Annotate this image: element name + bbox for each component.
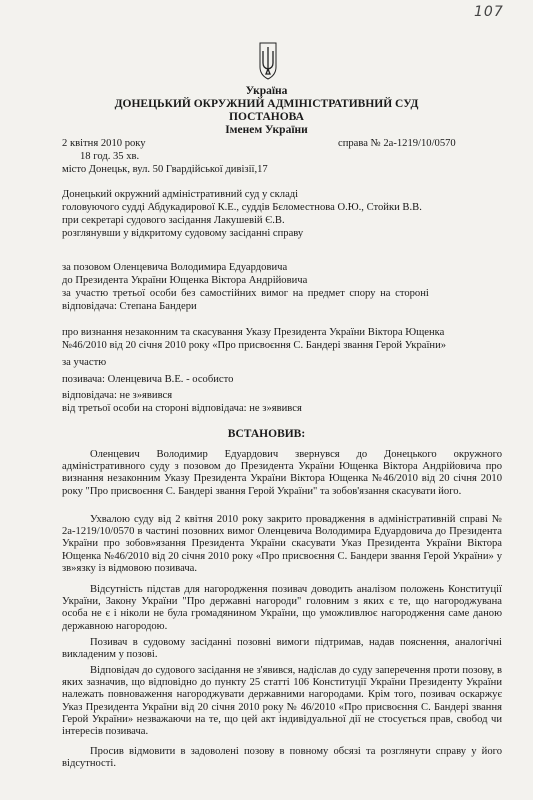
case-number: справа № 2а-1219/10/0570 [338,138,456,149]
header-country: Україна [245,85,288,97]
header-court: ДОНЕЦЬКИЙ ОКРУЖНИЙ АДМІНІСТРАТИВНИЙ СУД [114,98,419,110]
attendance-line: від третьої особи на стороні відповідача: не з»явився [62,403,302,414]
body-paragraph [62,637,502,661]
body-paragraph-text: Відсутність підстав для нагородження позивач доводить аналізом положень Конституції України, Закону України "Про державні нагороди" головним з яких є те, що нагороджувана особа не є і ніколи не була громадянином України, що уможливлює нагородження саме даною державною нагородою. [62,584,502,632]
composition-line: Донецький окружний адміністративний суд у складі [62,189,299,200]
decision-time: 18 год. 35 хв. [80,151,140,162]
composition-line: при секретарі судового засідання Лакушевій Є.В. [62,215,285,226]
handwritten-page-number: 107 [474,4,504,20]
subject-line: №46/2010 від 20 січня 2010 року «Про присвоєння С. Бандері звання Герой України» [62,340,447,351]
tryzub-coat-of-arms-icon [258,41,278,81]
parties-line: за участю третьої особи без самостійних вимог на предмет спору на стороні [62,288,429,299]
parties-line: відповідача: Степана Бандери [62,301,197,312]
body-paragraph-text: Позивач в судовому засіданні позовні вимоги підтримав, надав пояснення, аналогічні викладеним у позові. [62,637,502,661]
attendance-line: позивача: Оленцевича В.Е. - особисто [62,374,234,385]
established-heading: ВСТАНОВИВ: [227,428,306,440]
parties-line: за позовом Оленцевича Володимира Едуардовича [62,262,288,273]
body-paragraph [62,514,502,575]
body-paragraph-text: Оленцевич Володимир Едуардович звернувся до Донецького окружного адміністративного суду з позовом до Президента України Ющенка Віктора Андрійовича про визнання незаконним Указу Президента України Віктора Ющенка №46/2010 від 20 січня 2010 року "Про присвоєння С. Бандері звання Герой України" та зобов'язання скасувати його. [62,449,502,497]
body-paragraph-text: Ухвалою суду від 2 квітня 2010 року закрито провадження в адміністративній справі № 2а-1219/10/0570 в частині позовних вимог Оленцевича Володимира Едуардовича до Президента України про зобов»язання Президента України скасувати Указ Президента України Віктора Ющенка №46/2010 від 20 січня 2010 року «Про присвоєння С. Бандери звання Герой України» у зв»язку із відмовою позивача. [62,514,502,574]
header-doc-type: ПОСТАНОВА [229,111,304,123]
body-paragraph [62,449,502,498]
header-in-name: Іменем України [225,124,308,136]
attendance-line: відповідача: не з»явився [62,390,173,401]
attendance-line: за участю [62,357,107,368]
body-paragraph [62,584,502,633]
body-paragraph-text: Просив відмовити в задоволені позову в повному обсязі та розглянути справу у його відсутності. [62,746,502,770]
decision-date: 2 квітня 2010 року [62,138,146,149]
subject-line: про визнання незаконним та скасування Указу Президента України Віктора Ющенка [62,327,445,338]
parties-line: до Президента України Ющенка Віктора Андрійовича [62,275,308,286]
body-paragraph [62,665,502,738]
decision-place: місто Донецьк, вул. 50 Гвардійської дивізії,17 [62,164,268,175]
composition-line: розглянувши у відкритому судовому засіданні справу [62,228,304,239]
body-paragraph-text: Відповідач до судового засідання не з'явився, надіслав до суду заперечення проти позову, в яких зазначив, що відповідно до пункту 25 статті 106 Конституції України Президенту України належать повноваження нагороджувати державними нагородами. Крім того, позивач оскаржує Указ Президента України від 20 січня 2010 року № 46/2010 «Про присвоєння С. Бандері звання Герой України» незважаючи на те, що цей акт індивідуальної дії не стосується прав, свобод чи інтересів позивача. [62,665,502,738]
composition-line: головуючого судді Абдукадирової К.Е., суддів Бєломестнова О.Ю., Стойки В.В. [62,202,422,213]
body-paragraph [62,746,502,770]
